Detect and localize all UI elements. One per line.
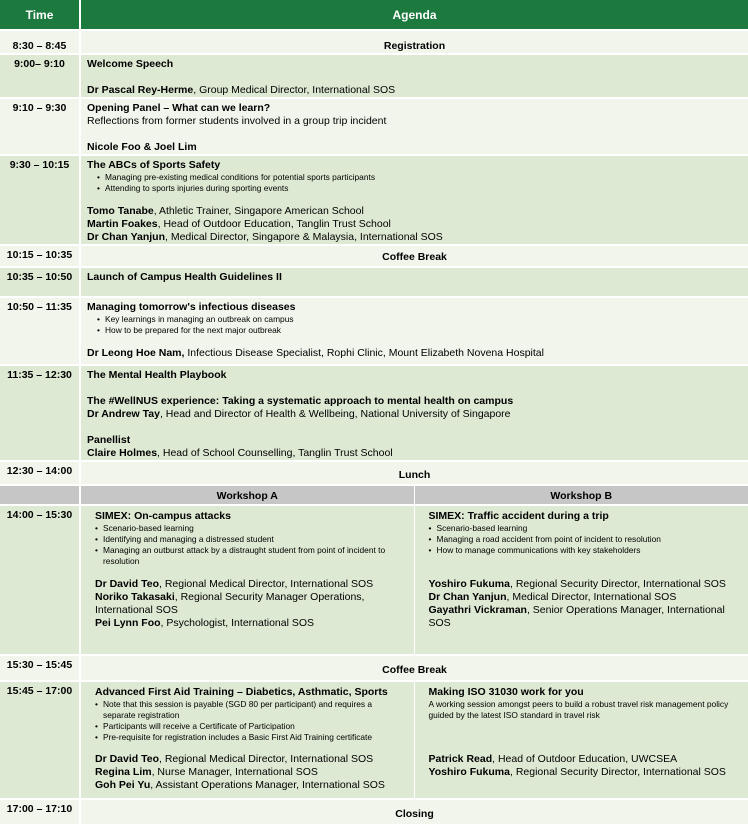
list-item: • Key learnings in managing an outbreak on campus xyxy=(97,314,742,325)
session-title: Managing tomorrow's infectious diseases xyxy=(87,301,296,313)
session-title: Welcome Speech xyxy=(87,58,174,70)
table-row xyxy=(0,98,748,155)
row-title: Lunch xyxy=(80,461,748,485)
table-row xyxy=(0,799,748,825)
table-row xyxy=(0,54,748,98)
table-row xyxy=(0,365,748,461)
list-item: • Managing an outburst attack by a distraught student from point of incident to resolution xyxy=(95,545,404,567)
speaker: Gayathri Vickraman, Senior Operations Manager, International SOS xyxy=(428,604,725,629)
row-time: 10:15 – 10:35 xyxy=(0,245,80,267)
speaker: Yoshiro Fukuma, Regional Security Director, International SOS xyxy=(428,766,726,778)
speaker: Dr Andrew Tay, Head and Director of Health & Wellbeing, National University of Singapore xyxy=(87,408,511,420)
list-item: • Identifying and managing a distressed student xyxy=(95,534,404,545)
list-item: • Scenario-based learning xyxy=(95,523,404,534)
list-item: • Participants will receive a Certificate of Participation xyxy=(95,721,404,732)
list-item: • Managing pre-existing medical conditions for potential sports participants xyxy=(97,172,742,183)
session-title: Launch of Campus Health Guidelines II xyxy=(80,267,748,297)
table-row xyxy=(0,245,748,267)
session-description: A working session amongst peers to build a robust travel risk management policy guided by the latest ISO standard in travel risk xyxy=(428,699,729,720)
speaker: Patrick Read, Head of Outdoor Education, UWCSEA xyxy=(428,753,678,765)
row-time: 10:50 – 11:35 xyxy=(0,297,80,365)
workshop-b-session xyxy=(414,681,748,799)
list-item: • Attending to sports injuries during sporting events xyxy=(97,183,742,194)
session-title: SIMEX: Traffic accident during a trip xyxy=(428,510,609,522)
row-time: 17:00 – 17:10 xyxy=(0,799,80,825)
session-subtitle: The #WellNUS experience: Taking a systematic approach to mental health on campus xyxy=(87,395,514,407)
table-row xyxy=(0,505,748,655)
row-time: 9:10 – 9:30 xyxy=(0,98,80,155)
row-time: 10:35 – 10:50 xyxy=(0,267,80,297)
speaker: Dr Chan Yanjun, Medical Director, Singapore & Malaysia, International SOS xyxy=(87,231,443,243)
table-row xyxy=(0,461,748,485)
row-title: Registration xyxy=(80,30,748,54)
speaker: Dr Pascal Rey-Herme, Group Medical Director, International SOS xyxy=(87,84,396,96)
workshop-b-header: Workshop B xyxy=(414,485,748,505)
speaker: Dr Chan Yanjun, Medical Director, International SOS xyxy=(428,591,677,603)
speaker: Dr David Teo, Regional Medical Director, International SOS xyxy=(95,578,374,590)
list-item: • How to be prepared for the next major outbreak xyxy=(97,325,742,336)
table-header xyxy=(0,0,748,30)
list-item: • Note that this session is payable (SGD 80 per participant) and requires a separate registration xyxy=(95,699,404,721)
panel-label: Panellist xyxy=(87,434,131,446)
speaker: Tomo Tanabe, Athletic Trainer, Singapore American School xyxy=(87,205,364,217)
bullet-list xyxy=(95,699,404,743)
workshop-a-session xyxy=(80,505,414,655)
table-row xyxy=(0,655,748,681)
session-subtitle: Reflections from former students involved in a group trip incident xyxy=(87,115,387,127)
time-header: Time xyxy=(0,0,80,30)
speaker: Claire Holmes, Head of School Counselling, Tanglin Trust School xyxy=(87,447,393,459)
row-time: 14:00 – 15:30 xyxy=(0,505,80,655)
table-row xyxy=(0,681,748,799)
speaker: Dr Leong Hoe Nam, Infectious Disease Specialist, Rophi Clinic, Mount Elizabeth Novena Hospital xyxy=(87,347,544,359)
session-title: The ABCs of Sports Safety xyxy=(87,159,221,171)
row-time: 15:45 – 17:00 xyxy=(0,681,80,799)
agenda-header: Agenda xyxy=(80,0,748,30)
workshop-a-session xyxy=(80,681,414,799)
table-row xyxy=(0,267,748,297)
speaker: Nicole Foo & Joel Lim xyxy=(87,141,197,153)
table-row xyxy=(0,297,748,365)
row-time: 8:30 – 8:45 xyxy=(0,30,80,54)
row-title: Coffee Break xyxy=(80,655,748,681)
workshop-b-session xyxy=(414,505,748,655)
table-row xyxy=(0,155,748,245)
row-time: 12:30 – 14:00 xyxy=(0,461,80,485)
table-row xyxy=(0,30,748,54)
session-title: SIMEX: On-campus attacks xyxy=(95,510,231,522)
bullet-list xyxy=(429,523,739,556)
row-title: Closing xyxy=(80,799,748,825)
list-item: • Pre-requisite for registration includes a Basic First Aid Training certificate xyxy=(95,732,404,743)
list-item: • Scenario-based learning xyxy=(429,523,739,534)
session-title: Opening Panel – What can we learn? xyxy=(87,102,271,114)
row-time: 9:30 – 10:15 xyxy=(0,155,80,245)
session-title: Making ISO 31030 work for you xyxy=(428,686,584,698)
bullet-list xyxy=(95,523,404,567)
workshop-a-header: Workshop A xyxy=(80,485,414,505)
row-time: 15:30 – 15:45 xyxy=(0,655,80,681)
speaker: Regina Lim, Nurse Manager, International SOS xyxy=(95,766,318,778)
list-item: • Managing a road accident from point of incident to resolution xyxy=(429,534,739,545)
bullet-list xyxy=(87,172,742,194)
speaker: Dr David Teo, Regional Medical Director, International SOS xyxy=(95,753,374,765)
row-time: 11:35 – 12:30 xyxy=(0,365,80,461)
speaker: Pei Lynn Foo, Psychologist, International SOS xyxy=(95,617,315,629)
bullet-list xyxy=(87,314,742,336)
row-title: Coffee Break xyxy=(80,245,748,267)
session-title: Advanced First Aid Training – Diabetics, Asthmatic, Sports xyxy=(95,686,388,698)
workshop-header-row xyxy=(0,485,748,505)
speaker: Martin Foakes, Head of Outdoor Education, Tanglin Trust School xyxy=(87,218,391,230)
list-item: • How to manage communications with key stakeholders xyxy=(429,545,739,556)
speaker: Goh Pei Yu, Assistant Operations Manager, International SOS xyxy=(95,779,385,791)
session-title: The Mental Health Playbook xyxy=(87,369,227,381)
row-time: 9:00– 9:10 xyxy=(0,54,80,98)
speaker: Yoshiro Fukuma, Regional Security Director, International SOS xyxy=(428,578,726,590)
speaker: Noriko Takasaki, Regional Security Manager Operations, International SOS xyxy=(95,591,365,616)
